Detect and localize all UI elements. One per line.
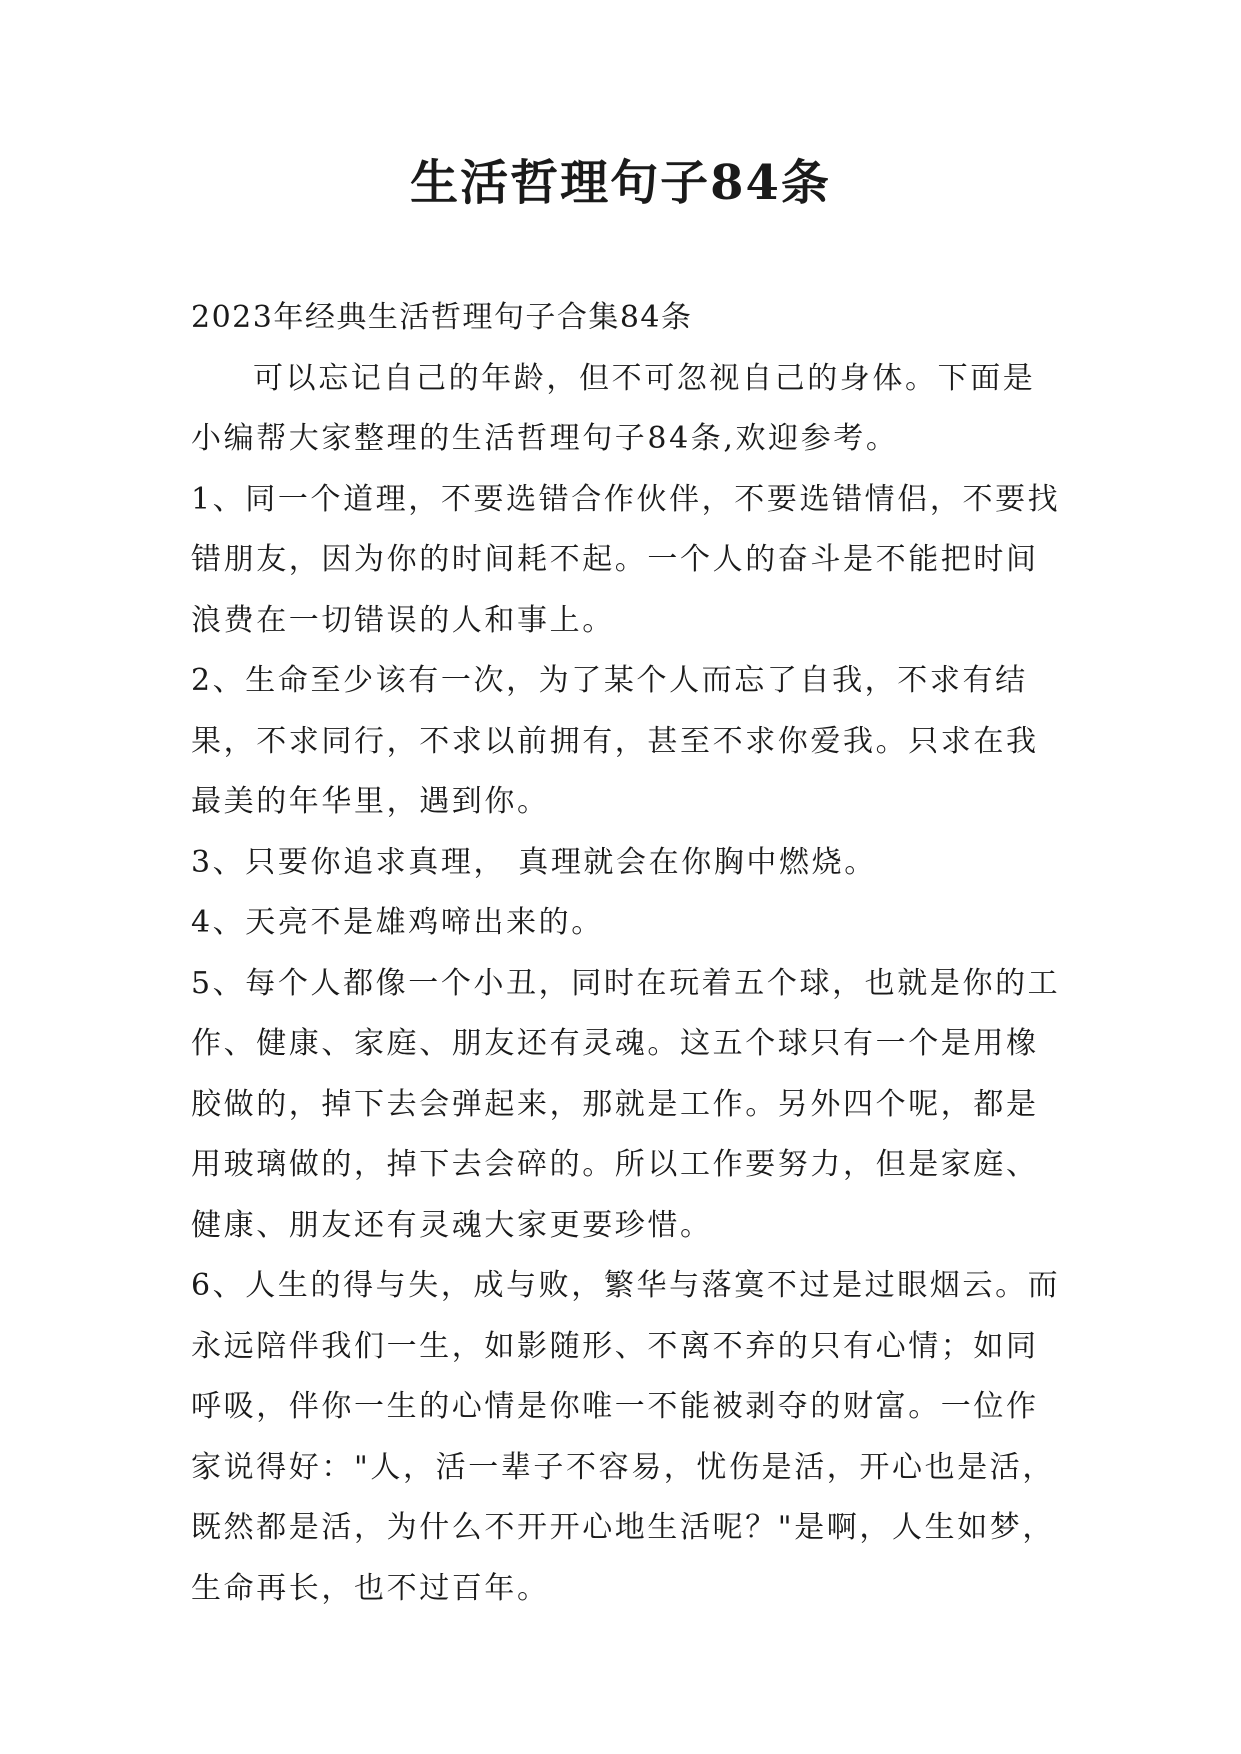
document-body: [191, 288, 1061, 1619]
list-item: 4、天亮不是雄鸡啼出来的。: [191, 905, 604, 940]
list-item: 6、人生的得与失，成与败，繁华与落寞不过是过眼烟云。而永远陪伴我们一生，如影随形、不离不弃的只有心情；如同呼吸，伴你一生的心情是你唯一不能被剥夺的财富。一位作家说得好："人，活一辈子不容易，忧伤是活，开心也是活，既然都是活，为什么不开开心地生活呢？"是啊，人生如梦，生命再长，也不过百年。: [191, 1268, 1061, 1606]
intro-paragraph: 可以忘记自己的年龄，但不可忽视自己的身体。下面是小编帮大家整理的生活哲理句子84条,欢迎参考。: [191, 360, 1036, 456]
document-subtitle: 2023年经典生活哲理句子合集84条: [191, 300, 693, 335]
list-item: 2、生命至少该有一次，为了某个人而忘了自我，不求有结果，不求同行，不求以前拥有，甚至不求你爱我。只求在我最美的年华里，遇到你。: [191, 663, 1039, 819]
list-item: 5、每个人都像一个小丑，同时在玩着五个球，也就是你的工作、健康、家庭、朋友还有灵魂。这五个球只有一个是用橡胶做的，掉下去会弹起来，那就是工作。另外四个呢，都是用玻璃做的，掉下去会碎的。所以工作要努力，但是家庭、健康、朋友还有灵魂大家更要珍惜。: [191, 965, 1061, 1243]
list-item: 1、同一个道理，不要选错合作伙伴，不要选错情侣，不要找错朋友，因为你的时间耗不起。一个人的奋斗是不能把时间浪费在一切错误的人和事上。: [191, 481, 1061, 638]
list-item: 3、只要你追求真理， 真理就会在你胸中燃烧。: [191, 844, 877, 880]
document-title: 生活哲理句子84条: [410, 155, 831, 211]
